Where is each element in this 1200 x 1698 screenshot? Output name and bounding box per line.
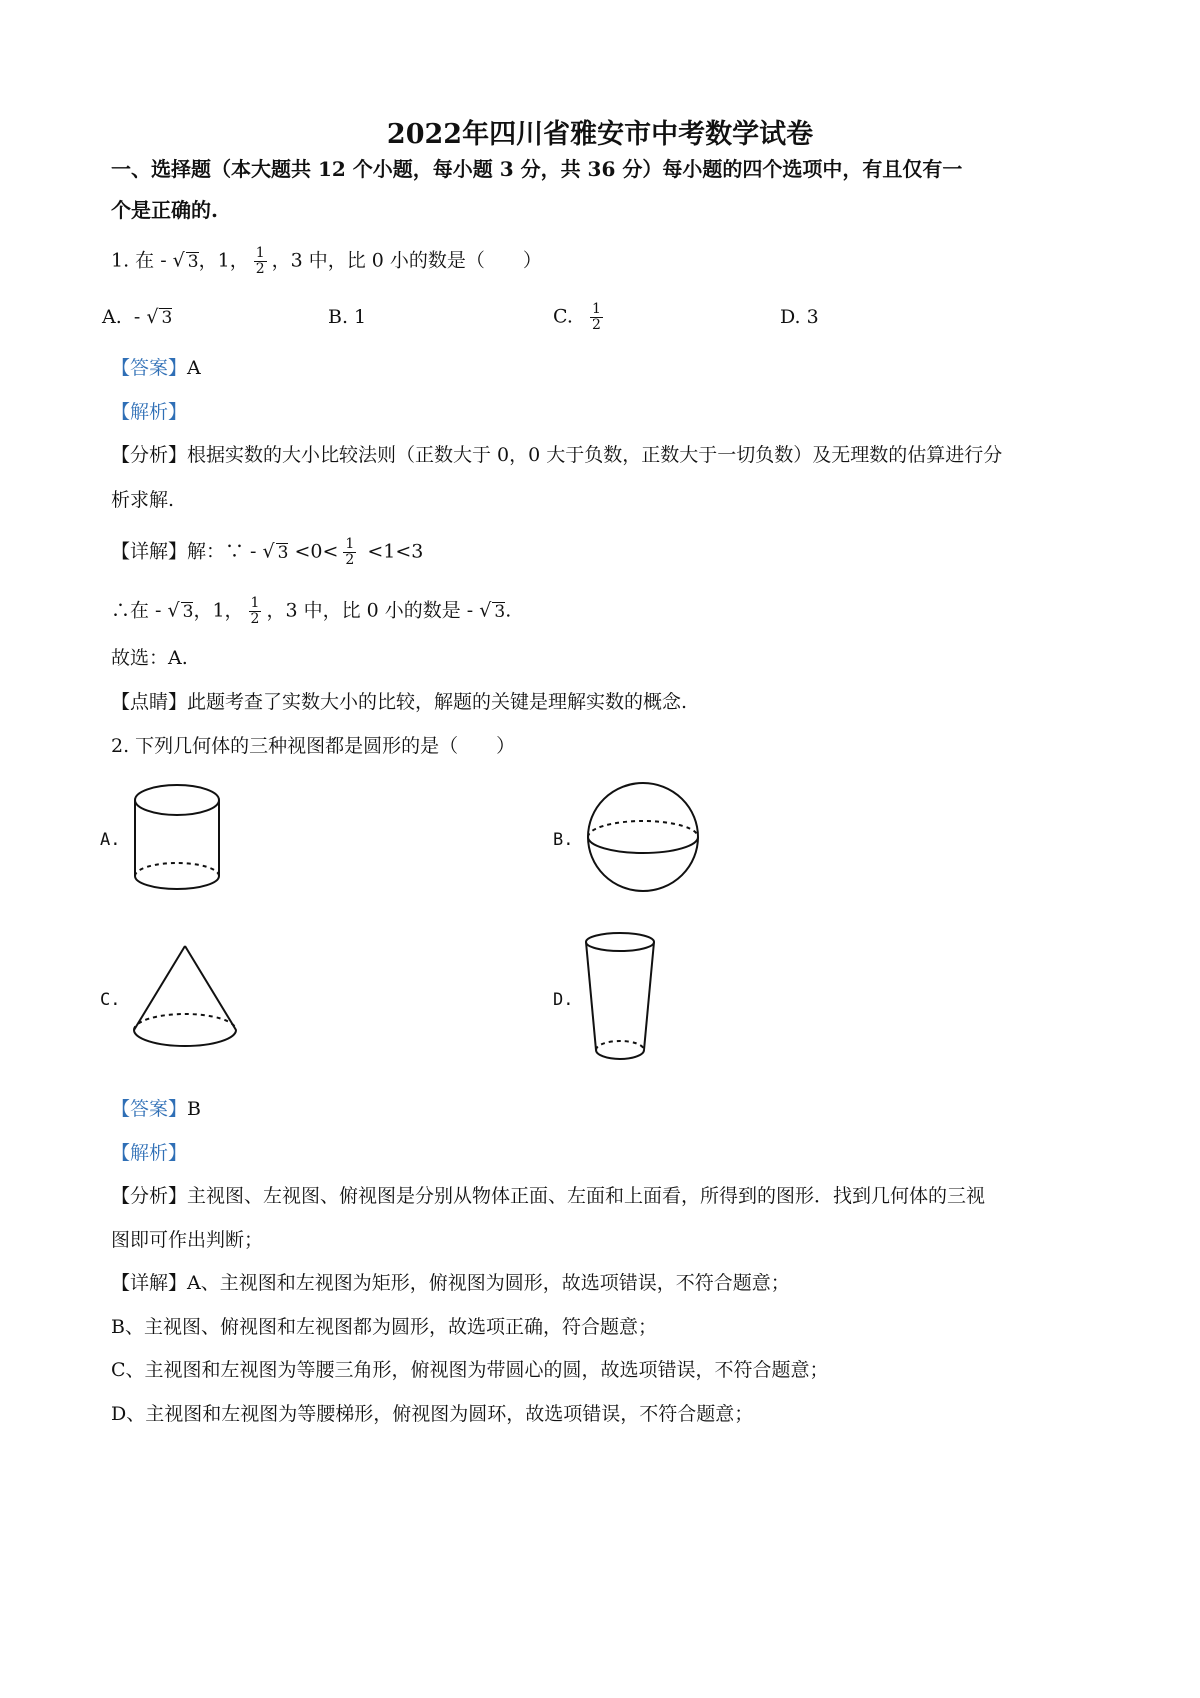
answer-value: A [187,357,201,379]
q1-option-a: A. - √ 3 [102,306,173,328]
option-a-radicand: 3 [161,308,173,328]
cone-left-edge [134,946,185,1030]
cylinder-top [135,785,219,815]
q1-xiangjie: 【详解】解：∵ - √ 3 <0< $\frac{1}{2}$ <1<3 [111,536,424,568]
frac-num: 1 [255,245,265,261]
q1-therefore: ∴在 - √ 3，1， $\frac{1}{2}$ ，3 中，比 0 小的数是 - √ 3. [111,595,512,627]
option-label: C. [553,305,573,328]
q1-fenxi-line2: 析求解. [111,489,175,511]
frac-den: 2 [255,261,265,277]
q1-option-c [553,302,608,333]
dianjing-text: 此题考查了实数大小的比较，解题的关键是理解实数的概念. [187,691,688,713]
therefore-end: . [505,599,512,622]
frac-num: 1 [250,595,260,611]
fenxi-tag: 【分析】 [111,1185,188,1207]
cylinder-figure [130,780,230,900]
cup-top [586,933,654,951]
therefore-fraction [249,596,262,627]
q2-fenxi-line2: 图即可作出判断； [111,1229,264,1251]
q2-answer [111,1097,201,1121]
q1-option-d: D. 3 [780,306,819,328]
q1-stem-mid: ，1， [198,249,249,272]
therefore-start: ∴在 - [111,599,168,622]
q1-answer [111,356,201,380]
q1-choose: 故选：A. [111,647,188,669]
cylinder-bottom-hidden [135,863,219,876]
cone-figure [130,940,245,1055]
cup-figure [582,928,662,1073]
option-c-fraction [590,302,603,333]
q1-dianjing [111,690,687,714]
cylinder-bottom-front [135,876,219,889]
frac-den: 2 [250,611,260,627]
q2-xiangjie-b: B、主视图、俯视图和左视图都为圆形，故选项正确，符合题意； [111,1316,657,1338]
page-title: 2022年四川省雅安市中考数学试卷 [386,119,814,150]
cone-base-front [134,1030,236,1046]
frac-num: 1 [592,301,601,317]
q1-option-b: B. 1 [328,306,367,328]
answer-tag: 【答案】 [111,1098,188,1120]
q1-stem-radicand: 3 [187,251,199,272]
q1-analysis-tag: 【解析】 [111,401,188,423]
cup-bottom-front [596,1050,644,1059]
fig-label-a: A. [100,830,121,850]
q1-stem-fraction [254,246,267,277]
sphere-equator-front [588,837,698,853]
fig-label-d: D. [553,990,574,1010]
q1-fenxi-line1 [111,443,1002,467]
therefore-radicand: 3 [182,601,194,622]
fenxi-text: 主视图、左视图、俯视图是分别从物体正面、左面和上面看，所得到的图形．找到几何体的三视 [187,1185,986,1207]
dianjing-tag: 【点睛】 [111,691,188,713]
cup-left-side [586,942,596,1050]
section-heading-line2: 个是正确的. [111,198,218,222]
option-a-prefix: - [133,306,147,328]
q2-stem: 2. 下列几何体的三种视图都是圆形的是（ ） [111,735,516,757]
xiangjie-pre: 解：∵ - [187,540,263,563]
frac-num: 1 [345,536,355,552]
section-heading-line1: 一、选择题（本大题共 12 个小题，每小题 3 分，共 36 分）每小题的四个选项中，有且仅有一 [111,157,963,181]
cone-right-edge [185,946,236,1030]
therefore-mid: ，1， [193,599,244,622]
xiangjie-tag: 【详解】 [111,540,188,563]
answer-value: B [187,1098,201,1120]
q2-analysis-tag: 【解析】 [111,1142,188,1164]
frac-den: 2 [345,552,355,568]
q2-xiangjie-d: D、主视图和左视图为等腰梯形，俯视图为圆环，故选项错误，不符合题意； [111,1403,754,1425]
fenxi-tag: 【分析】 [111,444,188,466]
q2-fenxi-line1 [111,1184,985,1208]
therefore-radicand2: 3 [494,601,506,622]
cup-right-side [644,942,654,1050]
sphere-figure [585,780,705,900]
frac-den: 2 [592,317,601,333]
q1-stem-start: 1. 在 - [111,249,173,272]
fig-label-c: C. [100,990,121,1010]
option-label: A. [102,306,122,328]
q2-xiangjie-c: C、主视图和左视图为等腰三角形，俯视图为带圆心的圆，故选项错误，不符合题意； [111,1359,829,1381]
xiangjie-tag: 【详解】 [111,1272,188,1294]
q1-stem: 1. 在 - √ 3，1， $\frac{1}{2}$ ，3 中，比 0 小的数是（ ） [111,245,542,277]
xiangjie-end: <1<3 [361,540,424,563]
cup-bottom-hidden [596,1041,644,1050]
therefore-mid2: ，3 中，比 0 小的数是 - [266,599,480,622]
fenxi-text: 根据实数的大小比较法则（正数大于 0，0 大于负数，正数大于一切负数）及无理数的估算进行分 [187,444,1003,466]
sphere-equator-hidden [588,821,698,837]
cone-base-hidden [134,1014,236,1030]
xiangjie-a-text: A、主视图和左视图为矩形，俯视图为圆形，故选项错误，不符合题意； [187,1272,790,1294]
xiangjie-fraction [343,537,356,568]
q1-stem-end: ，3 中，比 0 小的数是（ ） [271,249,542,272]
fig-label-b: B. [553,830,574,850]
xiangjie-radicand: 3 [277,542,289,563]
answer-tag: 【答案】 [111,357,188,379]
xiangjie-mid: <0< [288,540,339,563]
sphere-outline [588,783,698,891]
q2-xiangjie-a [111,1271,790,1295]
